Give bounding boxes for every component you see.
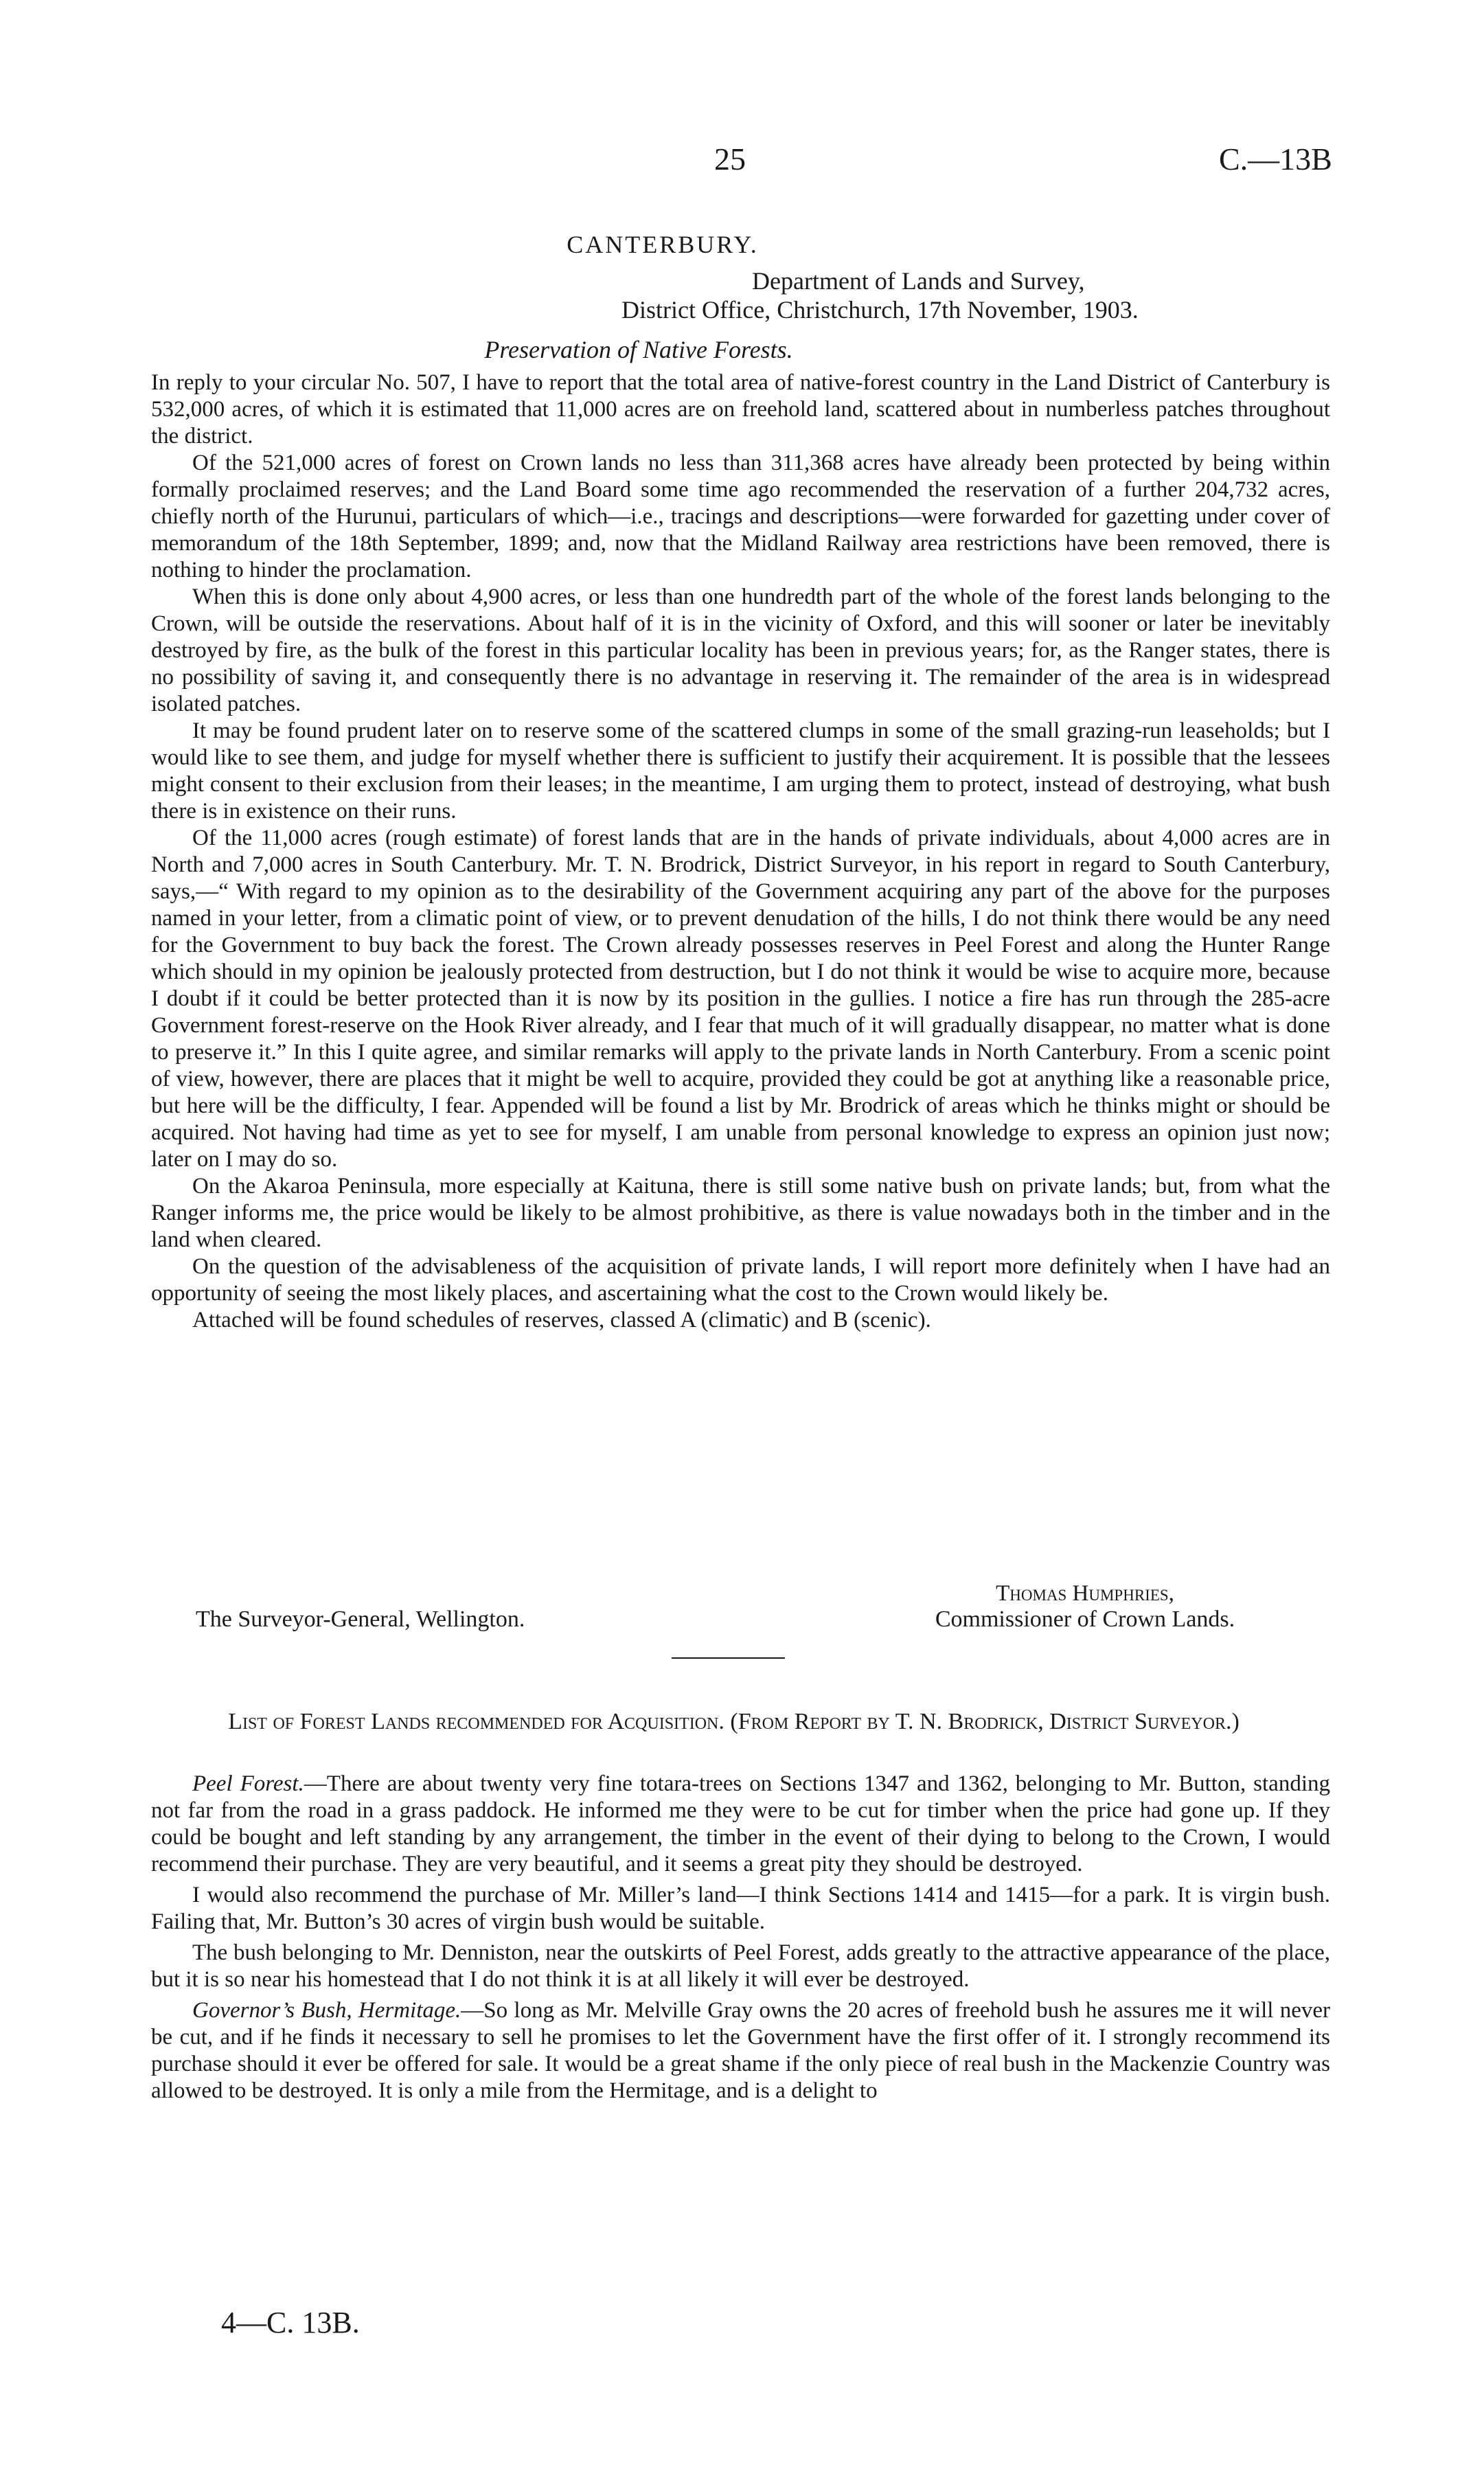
signature-reference: 4—C. 13B. [221,2306,360,2339]
paragraph: When this is done only about 4,900 acres, or less than one hundredth part of the whole of the forest lands belonging to the Crown, will be outside the reservations. About half of it is in the vicinity of Oxford, and this will sooner or later be inevitably destroyed by fire, as the bulk of the forest in this particular locality has been in previous years; for, as the Ranger states, there is no possibility of saving it, and consequently there is no advantage in reserving it. The remainder of the area is in widespread isolated patches. [151,585,1330,716]
list-item-lead: Peel Forest. [192,1771,304,1796]
list-item-text: The bush belonging to Mr. Denniston, near the outskirts of Peel Forest, adds greatly to the attractive appearance of the place, but it is so near his homestead that I do not think it is at all likely it will ever be destroyed. [151,1940,1330,1992]
list-heading: List of Forest Lands recommended for Acquisition. (From Report by T. N. Brodrick, District Surveyor.) [228,1709,1240,1734]
list-item-text: —There are about twenty very fine totara-trees on Sections 1347 and 1362, belonging to Mr. Button, standing not far from the road in a grass paddock. He informed me they were to be cut for timber when the price had gone up. If they could be bought and left standing by any arrangement, the timber in the event of their dying to belong to the Crown, I would recommend their purchase. They are very beautiful, and it seems a great pity they should be destroyed. [151,1771,1330,1876]
list-item [151,1940,1330,1993]
list-item-lead: Governor’s Bush, Hermitage. [192,1998,461,2023]
list-item [151,1771,1330,1878]
addressee: The Surveyor-General, Wellington. [196,1607,525,1632]
letter-body [151,370,1330,1334]
letter-subject: Preservation of Native Forests. [484,336,793,363]
paragraph: Of the 521,000 acres of forest on Crown lands no less than 311,368 acres have already been protected by being within formally proclaimed reserves; and the Land Board some time ago recommended the reservation of a further 204,732 acres, chiefly north of the Hurunui, particulars of which—i.e., tracings and descriptions—were forwarded for gazetting under cover of memorandum of the 18th September, 1899; and, now that the Midland Railway area restrictions have been removed, there is nothing to hinder the proclamation. [151,451,1330,582]
list-item-text: —So long as Mr. Melville Gray owns the 20 acres of freehold bush he assures me it will never be cut, and if he finds it necessary to sell he promises to let the Government have the first offer of it. I strongly recommend its purchase should it ever be offered for sale. It would be a great shame if the only piece of real bush in the Mackenzie Country was allowed to be destroyed. It is only a mile from the Hermitage, and is a delight to [151,1998,1330,2103]
paragraph: Attached will be found schedules of reserves, classed A (climatic) and B (scenic). [192,1308,931,1332]
paragraph: On the question of the advisableness of the acquisition of private lands, I will report more definitely when I have had an opportunity of seeing the most likely places, and ascertaining what the cost to the Crown would likely be. [151,1254,1330,1306]
list-body [151,1771,1330,2109]
page-number: 25 [714,141,746,177]
section-divider [672,1657,785,1659]
region-heading: CANTERBURY. [567,231,759,258]
signature-title: Commissioner of Crown Lands. [935,1607,1235,1632]
paragraph: In reply to your circular No. 507, I have to report that the total area of native-forest country in the Land District of Canterbury is 532,000 acres, of which it is estimated that 11,000 acres are on freehold land, scattered about in numberless patches throughout the district. [151,370,1330,449]
office-date-line: District Office, Christchurch, 17th November, 1903. [621,296,1139,324]
list-item [151,1997,1330,2104]
paper-reference: C.—13B [1219,141,1332,177]
list-item [151,1882,1330,1936]
list-item-text: I would also recommend the purchase of Mr. Miller’s land—I think Sections 1414 and 1415—for a park. It is virgin bush. Failing that, Mr. Button’s 30 acres of virgin bush would be suitable. [151,1883,1330,1934]
department-line: Department of Lands and Survey, [752,267,1085,295]
paragraph: On the Akaroa Peninsula, more especially at Kaituna, there is still some native bush on private lands; but, from what the Ranger informs me, the price would be likely to be almost prohibitive, as there is value nowadays both in the timber and in the land when cleared. [151,1174,1330,1252]
paragraph: Of the 11,000 acres (rough estimate) of forest lands that are in the hands of private individuals, about 4,000 acres are in North and 7,000 acres in South Canterbury. Mr. T. N. Brodrick, District Surveyor, in his report in regard to South Canterbury, says,—“ With regard to my opinion as to the desirability of the Government acquiring any part of the above for the purposes named in your letter, from a climatic point of view, or to prevent denudation of the hills, I do not think there would be any need for the Government to buy back the forest. The Crown already possesses reserves in Peel Forest and along the Hunter Range which should in my opinion be jealously protected from destruction, but I do not think it would be wise to acquire more, because I doubt if it could be better protected than it is now by its position in the gullies. I notice a fire has run through the 285-acre Government forest-reserve on the Hook River already, and I fear that much of it will gradually disappear, no matter what is done to preserve it.” In this I quite agree, and similar remarks will apply to the private lands in North Canterbury. From a scenic point of view, however, there are places that it might be well to acquire, provided they could be got at anything like a reasonable price, but here will be the difficulty, I fear. Appended will be found a list by Mr. Brodrick of areas which he thinks might or should be acquired. Not having had time as yet to see for myself, I am unable from personal knowledge to express an opinion just now; later on I may do so. [151,826,1330,1172]
signature-name: Thomas Humphries, [996,1581,1174,1606]
paragraph: It may be found prudent later on to reserve some of the scattered clumps in some of the small grazing-run leaseholds; but I would like to see them, and judge for myself whether there is sufficient to justify their acquirement. It is possible that the lessees might consent to their exclusion from their leases; in the meantime, I am urging them to protect, instead of destroying, what bush there is in existence on their runs. [151,718,1330,824]
